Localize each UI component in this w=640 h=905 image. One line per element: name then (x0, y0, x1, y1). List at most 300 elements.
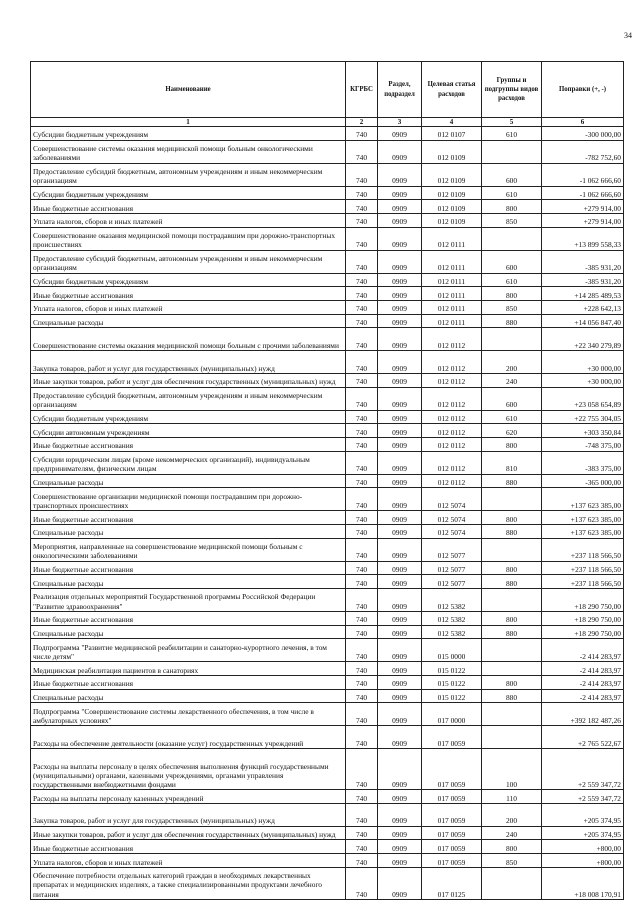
row-article: 012 0112 (422, 351, 482, 374)
row-group: 600 (482, 387, 542, 410)
row-amount: -1 062 666,60 (542, 186, 624, 200)
row-kgrbs: 740 (346, 351, 378, 374)
row-group: 880 (482, 625, 542, 639)
row-group: 240 (482, 826, 542, 840)
row-name: Специальные расходы (31, 474, 346, 488)
row-amount: +392 182 487,26 (542, 703, 624, 726)
row-article: 015 0122 (422, 689, 482, 703)
row-article: 012 5382 (422, 588, 482, 611)
row-name: Субсидии бюджетным учреждениям (31, 273, 346, 287)
row-kgrbs: 740 (346, 749, 378, 790)
row-amount: +22 755 304,05 (542, 410, 624, 424)
table-row (31, 538, 624, 561)
table-row (31, 387, 624, 410)
row-section: 0909 (378, 163, 422, 186)
row-article: 012 0109 (422, 186, 482, 200)
row-section: 0909 (378, 790, 422, 804)
header-section: Раздел, подраздел (378, 62, 422, 118)
row-name: Субсидии бюджетным учреждениям (31, 127, 346, 141)
row-name: Расходы на выплаты персоналу в целях обеспечения выполнения функций государственными (муниципальными) органами, казенными учреждениями, органами управления государственными внебюджетными фондами (31, 749, 346, 790)
row-section: 0909 (378, 689, 422, 703)
row-section: 0909 (378, 214, 422, 228)
column-number: 6 (542, 118, 624, 127)
row-kgrbs: 740 (346, 314, 378, 328)
row-kgrbs: 740 (346, 575, 378, 589)
table-row (31, 790, 624, 804)
row-article: 015 0122 (422, 662, 482, 676)
row-name: Специальные расходы (31, 314, 346, 328)
row-name: Иные бюджетные ассигнования (31, 676, 346, 690)
row-name: Иные бюджетные ассигнования (31, 200, 346, 214)
row-article: 017 0059 (422, 790, 482, 804)
row-kgrbs: 740 (346, 538, 378, 561)
header-article: Целевая статья расходов (422, 62, 482, 118)
row-amount: +18 008 170,91 (542, 867, 624, 899)
row-section: 0909 (378, 611, 422, 625)
table-row (31, 273, 624, 287)
row-article: 012 0112 (422, 387, 482, 410)
row-amount: +2 765 522,67 (542, 726, 624, 749)
row-amount: -2 414 283,97 (542, 639, 624, 662)
row-section: 0909 (378, 639, 422, 662)
row-name: Иные закупки товаров, работ и услуг для обеспечения государственных (муниципальных) нужд (31, 826, 346, 840)
row-amount: -385 931,20 (542, 273, 624, 287)
row-group: 850 (482, 854, 542, 868)
row-amount: +23 058 654,89 (542, 387, 624, 410)
header-group: Группы и подгруппы видов расходов (482, 62, 542, 118)
row-article: 012 0111 (422, 301, 482, 315)
table-row (31, 803, 624, 826)
column-number: 1 (31, 118, 346, 127)
row-name: Специальные расходы (31, 689, 346, 703)
row-section: 0909 (378, 538, 422, 561)
row-name: Мероприятия, направленные на совершенствование медицинской помощи больным с онкологическими заболеваниями (31, 538, 346, 561)
row-section: 0909 (378, 424, 422, 438)
row-kgrbs: 740 (346, 301, 378, 315)
row-group: 240 (482, 373, 542, 387)
table-row (31, 689, 624, 703)
row-group: 800 (482, 561, 542, 575)
row-kgrbs: 740 (346, 328, 378, 351)
row-name: Предоставление субсидий бюджетным, автономным учреждениям и иным некоммерческим организациям (31, 250, 346, 273)
row-article: 012 5074 (422, 488, 482, 511)
table-row (31, 127, 624, 141)
row-amount: -383 375,00 (542, 451, 624, 474)
row-name: Субсидии бюджетным учреждениям (31, 186, 346, 200)
row-kgrbs: 740 (346, 488, 378, 511)
table-row (31, 474, 624, 488)
row-group (482, 662, 542, 676)
row-section: 0909 (378, 474, 422, 488)
row-name: Подпрограмма "Совершенствование системы лекарственного обеспечения, в том числе в амбулаторных условиях" (31, 703, 346, 726)
row-article: 017 0059 (422, 726, 482, 749)
row-kgrbs: 740 (346, 373, 378, 387)
row-kgrbs: 740 (346, 163, 378, 186)
row-section: 0909 (378, 867, 422, 899)
table-row (31, 437, 624, 451)
table-row (31, 227, 624, 250)
row-amount: -782 752,60 (542, 140, 624, 163)
row-article: 012 0112 (422, 474, 482, 488)
row-name: Совершенствование оказания медицинской помощи пострадавшим при дорожно-транспортных происшествиях (31, 227, 346, 250)
column-number: 2 (346, 118, 378, 127)
row-amount: +137 623 385,00 (542, 511, 624, 525)
row-kgrbs: 740 (346, 424, 378, 438)
row-name: Подпрограмма "Развитие медицинской реабилитации и санаторно-курортного лечения, в том числе детям" (31, 639, 346, 662)
row-section: 0909 (378, 351, 422, 374)
row-group: 850 (482, 301, 542, 315)
row-kgrbs: 740 (346, 214, 378, 228)
row-kgrbs: 740 (346, 639, 378, 662)
table-body (31, 127, 624, 900)
table-row (31, 840, 624, 854)
row-amount: +18 290 750,00 (542, 625, 624, 639)
row-article: 017 0059 (422, 840, 482, 854)
table-row (31, 287, 624, 301)
row-article: 012 0112 (422, 437, 482, 451)
row-section: 0909 (378, 227, 422, 250)
column-number: 3 (378, 118, 422, 127)
row-amount: +137 623 385,00 (542, 488, 624, 511)
row-group: 800 (482, 511, 542, 525)
row-section: 0909 (378, 301, 422, 315)
row-name: Иные бюджетные ассигнования (31, 840, 346, 854)
row-group: 850 (482, 214, 542, 228)
row-amount: +2 559 347,72 (542, 790, 624, 804)
row-article: 012 5077 (422, 538, 482, 561)
budget-amendments-table (30, 61, 624, 900)
row-section: 0909 (378, 575, 422, 589)
row-name: Субсидии бюджетным учреждениям (31, 410, 346, 424)
table-row (31, 373, 624, 387)
row-section: 0909 (378, 588, 422, 611)
table-row (31, 328, 624, 351)
row-group: 880 (482, 474, 542, 488)
table-row (31, 749, 624, 790)
row-name: Субсидии юридическим лицам (кроме некоммерческих организаций), индивидуальным предпринимателям, физическим лицам (31, 451, 346, 474)
row-section: 0909 (378, 140, 422, 163)
row-group: 800 (482, 676, 542, 690)
row-section: 0909 (378, 451, 422, 474)
column-number: 4 (422, 118, 482, 127)
row-article: 017 0000 (422, 703, 482, 726)
table-row (31, 301, 624, 315)
row-kgrbs: 740 (346, 410, 378, 424)
table-row (31, 726, 624, 749)
row-article: 012 5382 (422, 625, 482, 639)
row-article: 012 0109 (422, 163, 482, 186)
row-article: 012 0111 (422, 227, 482, 250)
row-section: 0909 (378, 662, 422, 676)
row-amount: +18 290 750,00 (542, 611, 624, 625)
row-section: 0909 (378, 186, 422, 200)
row-amount: +13 899 558,33 (542, 227, 624, 250)
row-group: 100 (482, 749, 542, 790)
row-name: Иные закупки товаров, работ и услуг для обеспечения государственных (муниципальных) нужд (31, 373, 346, 387)
row-amount: -2 414 283,97 (542, 689, 624, 703)
row-article: 012 5077 (422, 575, 482, 589)
row-section: 0909 (378, 373, 422, 387)
row-amount: -300 000,00 (542, 127, 624, 141)
table-row (31, 703, 624, 726)
row-group: 880 (482, 524, 542, 538)
row-amount: +279 914,00 (542, 214, 624, 228)
row-group (482, 538, 542, 561)
row-kgrbs: 740 (346, 287, 378, 301)
row-kgrbs: 740 (346, 250, 378, 273)
row-kgrbs: 740 (346, 561, 378, 575)
row-article: 012 0109 (422, 140, 482, 163)
table-row (31, 250, 624, 273)
row-amount: +800,00 (542, 840, 624, 854)
row-amount: +237 118 566,50 (542, 575, 624, 589)
row-name: Иные бюджетные ассигнования (31, 561, 346, 575)
row-article: 012 0112 (422, 451, 482, 474)
row-amount: +228 642,13 (542, 301, 624, 315)
row-amount: +279 914,00 (542, 200, 624, 214)
row-article: 012 0111 (422, 287, 482, 301)
row-group: 600 (482, 250, 542, 273)
row-name: Специальные расходы (31, 625, 346, 639)
row-article: 012 0111 (422, 250, 482, 273)
header-amount: Поправки (+, -) (542, 62, 624, 118)
row-group: 620 (482, 424, 542, 438)
row-kgrbs: 740 (346, 588, 378, 611)
row-section: 0909 (378, 854, 422, 868)
row-article: 017 0059 (422, 826, 482, 840)
row-section: 0909 (378, 511, 422, 525)
table-row (31, 867, 624, 899)
row-group: 200 (482, 803, 542, 826)
table-row (31, 625, 624, 639)
row-name: Совершенствование организации медицинской помощи пострадавшим при дорожно-транспортных происшествиях (31, 488, 346, 511)
table-row (31, 140, 624, 163)
row-amount: +137 623 385,00 (542, 524, 624, 538)
table-row (31, 200, 624, 214)
row-group: 880 (482, 575, 542, 589)
row-group: 610 (482, 127, 542, 141)
row-section: 0909 (378, 328, 422, 351)
table-row (31, 588, 624, 611)
row-name: Субсидии автономным учреждениям (31, 424, 346, 438)
row-group (482, 328, 542, 351)
row-kgrbs: 740 (346, 451, 378, 474)
row-amount: +2 559 347,72 (542, 749, 624, 790)
row-name: Уплата налогов, сборов и иных платежей (31, 854, 346, 868)
row-name: Медицинская реабилитация пациентов в санаториях (31, 662, 346, 676)
table-row (31, 511, 624, 525)
row-kgrbs: 740 (346, 127, 378, 141)
row-amount: +237 118 566,50 (542, 538, 624, 561)
table-row (31, 488, 624, 511)
row-group: 800 (482, 611, 542, 625)
row-amount: +205 374,95 (542, 826, 624, 840)
row-kgrbs: 740 (346, 611, 378, 625)
table-row (31, 410, 624, 424)
row-article: 015 0000 (422, 639, 482, 662)
row-group: 880 (482, 689, 542, 703)
row-article: 012 0112 (422, 424, 482, 438)
row-article: 012 5074 (422, 524, 482, 538)
table-row (31, 351, 624, 374)
row-kgrbs: 740 (346, 840, 378, 854)
row-name: Обеспечение потребности отдельных категорий граждан в необходимых лекарственных препаратах и медицинских изделиях, а также специализированными продуктами лечебного питания (31, 867, 346, 899)
row-article: 012 0111 (422, 273, 482, 287)
row-name: Предоставление субсидий бюджетным, автономным учреждениям и иным некоммерческим организациям (31, 163, 346, 186)
table-row (31, 639, 624, 662)
row-amount: -1 062 666,60 (542, 163, 624, 186)
row-kgrbs: 740 (346, 625, 378, 639)
row-section: 0909 (378, 749, 422, 790)
row-article: 012 0112 (422, 328, 482, 351)
row-kgrbs: 740 (346, 200, 378, 214)
row-kgrbs: 740 (346, 227, 378, 250)
row-amount: +30 000,00 (542, 373, 624, 387)
row-amount: +800,00 (542, 854, 624, 868)
row-amount: +30 000,00 (542, 351, 624, 374)
table-row (31, 451, 624, 474)
header-kgrbs: КГРБС (346, 62, 378, 118)
column-number: 5 (482, 118, 542, 127)
row-kgrbs: 740 (346, 790, 378, 804)
table-header-row (31, 62, 624, 118)
row-kgrbs: 740 (346, 511, 378, 525)
row-name: Иные бюджетные ассигнования (31, 511, 346, 525)
row-section: 0909 (378, 524, 422, 538)
table-row (31, 163, 624, 186)
row-section: 0909 (378, 703, 422, 726)
row-kgrbs: 740 (346, 854, 378, 868)
row-group: 610 (482, 410, 542, 424)
row-section: 0909 (378, 437, 422, 451)
row-kgrbs: 740 (346, 437, 378, 451)
row-name: Закупка товаров, работ и услуг для государственных (муниципальных) нужд (31, 803, 346, 826)
row-group: 810 (482, 451, 542, 474)
page-number: 34 (624, 31, 632, 40)
column-number-row (31, 118, 624, 127)
table-row (31, 561, 624, 575)
row-article: 017 0059 (422, 749, 482, 790)
row-section: 0909 (378, 250, 422, 273)
row-section: 0909 (378, 200, 422, 214)
row-amount: +303 350,84 (542, 424, 624, 438)
row-name: Совершенствование системы оказания медицинской помощи больным с прочими заболеваниями (31, 328, 346, 351)
row-amount: -2 414 283,97 (542, 676, 624, 690)
row-section: 0909 (378, 488, 422, 511)
table-row (31, 314, 624, 328)
row-article: 012 5077 (422, 561, 482, 575)
row-name: Иные бюджетные ассигнования (31, 611, 346, 625)
row-group (482, 726, 542, 749)
row-kgrbs: 740 (346, 474, 378, 488)
row-section: 0909 (378, 840, 422, 854)
row-section: 0909 (378, 127, 422, 141)
row-amount: +22 340 279,89 (542, 328, 624, 351)
row-article: 012 0111 (422, 314, 482, 328)
row-amount: -365 000,00 (542, 474, 624, 488)
row-article: 012 0109 (422, 200, 482, 214)
row-name: Расходы на выплаты персоналу казенных учреждений (31, 790, 346, 804)
row-article: 015 0122 (422, 676, 482, 690)
table-row (31, 676, 624, 690)
row-article: 012 0107 (422, 127, 482, 141)
row-kgrbs: 740 (346, 273, 378, 287)
row-section: 0909 (378, 561, 422, 575)
table-row (31, 611, 624, 625)
table-row (31, 575, 624, 589)
row-section: 0909 (378, 625, 422, 639)
row-kgrbs: 740 (346, 387, 378, 410)
row-name: Предоставление субсидий бюджетным, автономным учреждениям и иным некоммерческим организациям (31, 387, 346, 410)
row-kgrbs: 740 (346, 140, 378, 163)
row-name: Совершенствование системы оказания медицинской помощи больным онкологическими заболеваниями (31, 140, 346, 163)
row-group: 610 (482, 186, 542, 200)
table-row (31, 214, 624, 228)
row-section: 0909 (378, 803, 422, 826)
row-name: Уплата налогов, сборов и иных платежей (31, 301, 346, 315)
row-group: 600 (482, 163, 542, 186)
row-article: 012 0112 (422, 373, 482, 387)
row-article: 012 0112 (422, 410, 482, 424)
header-name: Наименование (31, 62, 346, 118)
row-section: 0909 (378, 273, 422, 287)
row-article: 017 0059 (422, 854, 482, 868)
row-amount: +18 290 750,00 (542, 588, 624, 611)
row-name: Иные бюджетные ассигнования (31, 437, 346, 451)
row-group: 800 (482, 437, 542, 451)
row-group: 880 (482, 314, 542, 328)
row-section: 0909 (378, 387, 422, 410)
row-kgrbs: 740 (346, 826, 378, 840)
row-group: 800 (482, 200, 542, 214)
row-name: Закупка товаров, работ и услуг для государственных (муниципальных) нужд (31, 351, 346, 374)
row-kgrbs: 740 (346, 703, 378, 726)
table-row (31, 524, 624, 538)
row-name: Расходы на обеспечение деятельности (оказание услуг) государственных учреждений (31, 726, 346, 749)
row-article: 012 5074 (422, 511, 482, 525)
row-article: 017 0059 (422, 803, 482, 826)
row-section: 0909 (378, 826, 422, 840)
row-kgrbs: 740 (346, 662, 378, 676)
row-amount: +205 374,95 (542, 803, 624, 826)
row-kgrbs: 740 (346, 803, 378, 826)
row-section: 0909 (378, 410, 422, 424)
row-group: 800 (482, 840, 542, 854)
row-group (482, 639, 542, 662)
row-amount: +14 285 489,53 (542, 287, 624, 301)
row-group: 610 (482, 273, 542, 287)
row-amount: -385 931,20 (542, 250, 624, 273)
table-row (31, 186, 624, 200)
table-row (31, 854, 624, 868)
row-kgrbs: 740 (346, 186, 378, 200)
row-group (482, 488, 542, 511)
row-group (482, 867, 542, 899)
row-group (482, 140, 542, 163)
row-name: Уплата налогов, сборов и иных платежей (31, 214, 346, 228)
row-section: 0909 (378, 314, 422, 328)
row-kgrbs: 740 (346, 524, 378, 538)
row-name: Реализация отдельных мероприятий Государственной программы Российской Федерации "Развитие здравоохранения" (31, 588, 346, 611)
row-name: Специальные расходы (31, 575, 346, 589)
row-section: 0909 (378, 287, 422, 301)
row-article: 017 0125 (422, 867, 482, 899)
row-group (482, 227, 542, 250)
row-group (482, 703, 542, 726)
row-article: 012 0109 (422, 214, 482, 228)
row-amount: -748 375,00 (542, 437, 624, 451)
row-kgrbs: 740 (346, 689, 378, 703)
